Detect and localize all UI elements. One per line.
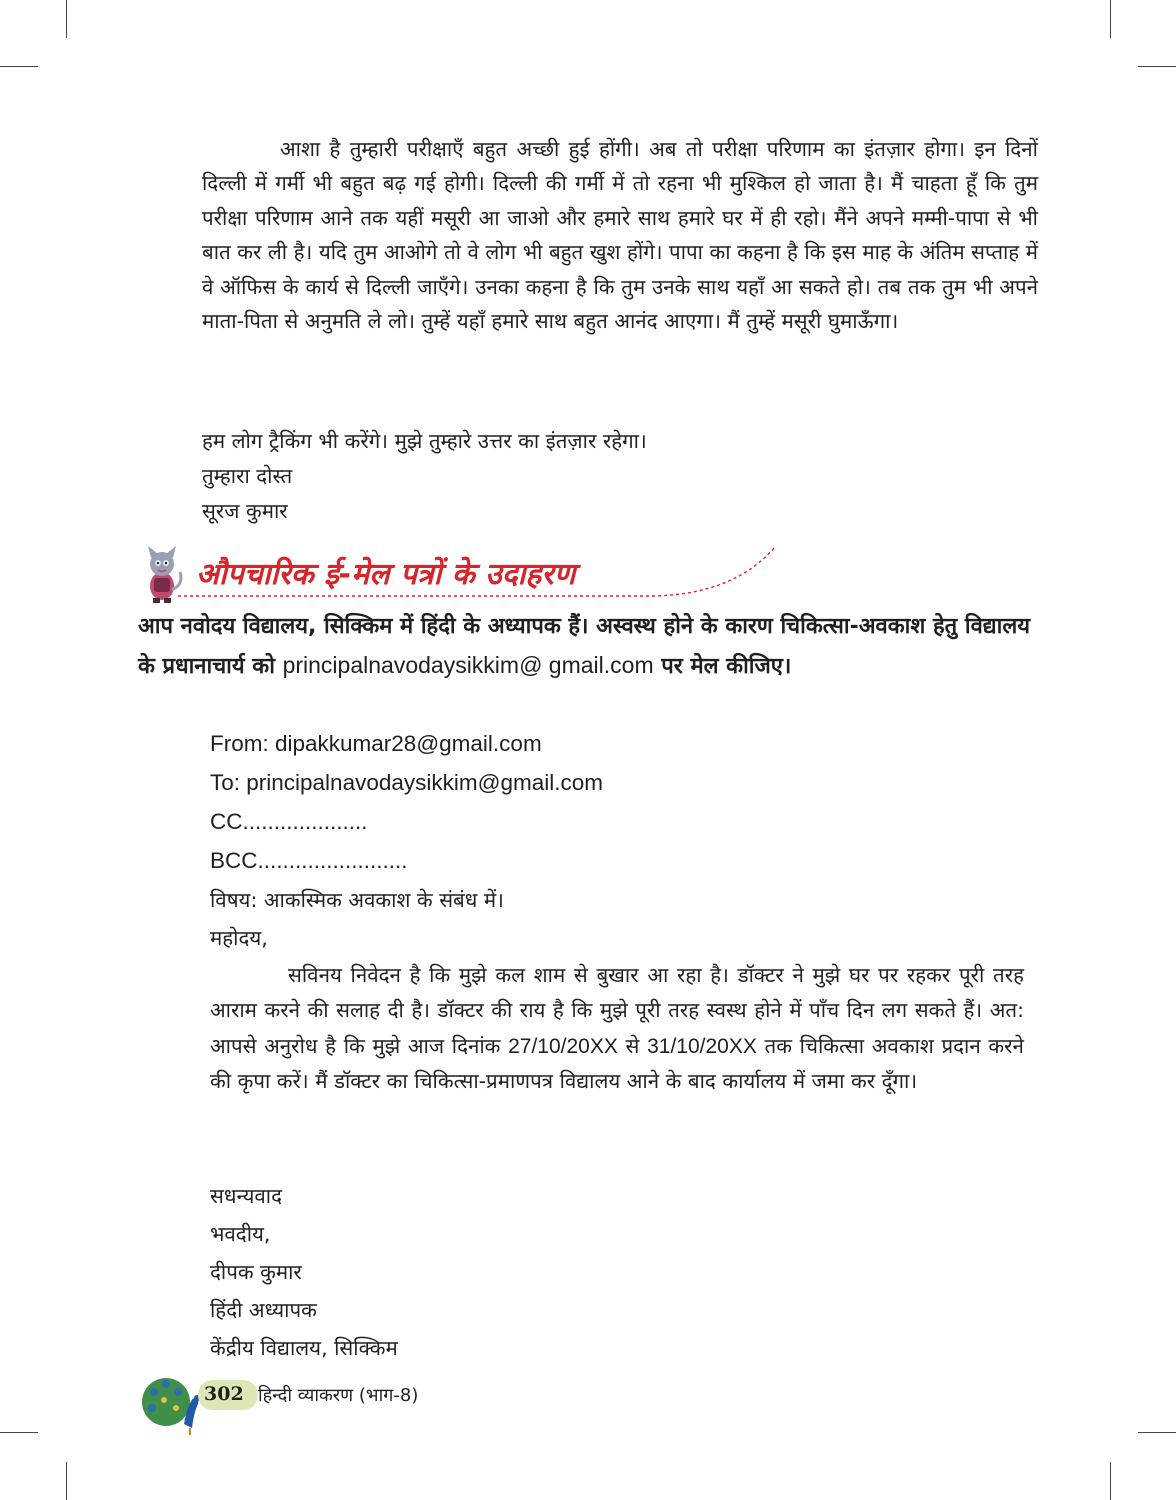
task-text-end: पर मेल कीजिए। [661,654,792,679]
crop-mark [1138,66,1176,67]
mail-thanks: सधन्यवाद [210,1184,282,1208]
mail-subject: विषय: आकस्मिक अवकाश के संबंध में। [210,888,504,912]
date-from: 27/10/20XX [508,1034,618,1058]
section-heading [134,544,784,608]
crop-mark [0,66,38,67]
letter-paragraph: आशा है तुम्हारी परीक्षाएँ बहुत अच्छी हुई होंगी। अब तो परीक्षा परिणाम का इंतज़ार होगा। इन दिनों दिल्ली में गर्मी भी बहुत बढ़ गई होगी। दिल्ली की गर्मी में तो रहना भी मुश्किल हो जाता है। मैं चाहता हूँ कि तुम परीक्षा परिणाम आने तक यहीं मसूरी आ जाओ और हमारे साथ हमारे घर में ही रहो। मैंने अपने मम्मी-पापा से भी बात कर ली है। यदि तुम आओगे तो वे लोग भी बहुत खुश होंगे। पापा का कहना है कि इस माह के अंतिम सप्ताह में वे ऑफिस के कार्य से दिल्ली जाएँगे। उनका कहना है कि तुम उनके साथ यहाँ आ सकते हो। तब तक तुम भी अपने माता-पिता से अनुमति ले लो। तुम्हें यहाँ हमारे साथ बहुत आनंद आएगा। मैं तुम्हें मसूरी घुमाऊँगा। [202,137,1038,334]
task-prompt [138,608,1038,686]
mail-cc: CC.................... [210,809,368,834]
mail-to: To: principalnavodaysikkim@gmail.com [210,770,603,795]
mail-salutation: महोदय, [210,926,268,950]
crop-mark [0,1432,38,1433]
letter-signature: सूरज कुमार [202,499,288,523]
mail-bcc: BCC........................ [210,848,408,873]
letter-closing: तुम्हारा दोस्त [202,464,293,488]
cat-mascot-icon [134,544,192,606]
mail-designation: हिंदी अध्यापक [210,1298,317,1322]
crop-mark [1138,1432,1176,1433]
book-title: हिन्दी व्याकरण (भाग-8) [258,1385,419,1406]
page-footer [140,1372,560,1442]
mail-body: सविनय निवेदन है कि मुझे कल शाम से बुखार आ रहा है। डॉक्टर ने मुझे घर पर रहकर पूरी तरह आराम करने की सलाह दी है। डॉक्टर की राय है कि मुझे पूरी तरह स्वस्थ होने में पाँच दिन लग सकते हैं। अत: आपसे अनुरोध है कि मुझे आज दिनांक 27/10/20XX से 31/10/20XX तक चिकित्सा अवकाश प्रदान करने की कृपा करें। मैं डॉक्टर का चिकित्सा-प्रमाणपत्र विद्यालय आने के बाद कार्यालय में जमा कर दूँगा। [210,963,1024,1094]
crop-mark [1110,0,1111,38]
mail-school: केंद्रीय विद्यालय, सिक्किम [210,1336,398,1360]
peacock-icon [140,1372,204,1436]
heading-title: औपचारिक ई-मेल पत्रों के उदाहरण [196,557,576,592]
task-text: आप नवोदय विद्यालय, सिक्किम में हिंदी के अध्यापक हैं। अस्वस्थ होने के कारण चिकित्सा-अवकाश हेतु विद्यालय के प्रधानाचार्य को [138,614,1031,679]
date-to: 31/10/20XX [647,1034,757,1058]
letter-line: हम लोग ट्रैकिंग भी करेंगे। मुझे तुम्हारे उत्तर का इंतज़ार रहेगा। [202,429,647,453]
mail-from: From: dipakkumar28@gmail.com [210,731,542,756]
mail-yours: भवदीय, [210,1222,271,1246]
mail-sender-name: दीपक कुमार [210,1260,302,1284]
task-email: principalnavodaysikkim@ gmail.com [282,652,654,678]
crop-mark [1110,1462,1111,1500]
page-number: 302 [204,1383,244,1405]
crop-mark [66,1462,67,1500]
crop-mark [66,0,67,38]
